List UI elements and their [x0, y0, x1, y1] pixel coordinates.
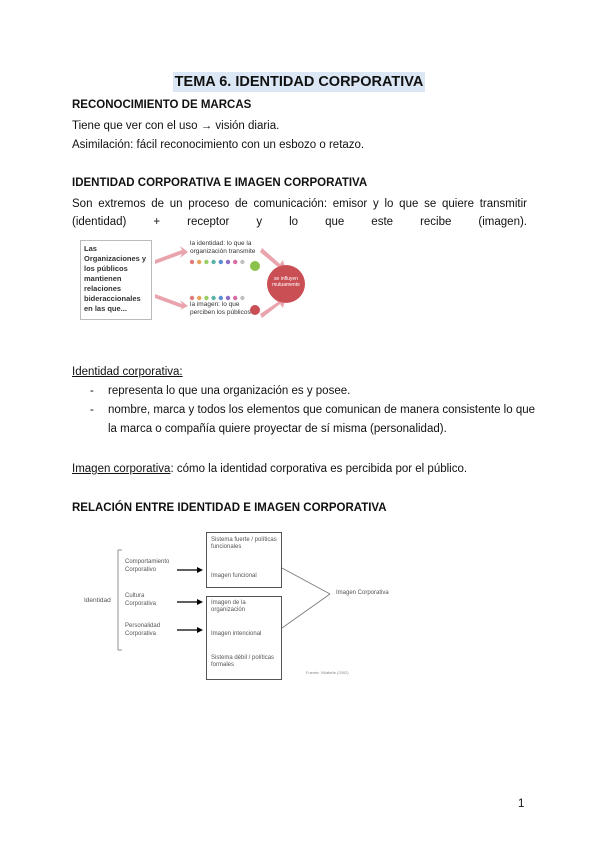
identidad-title: Identidad corporativa:: [72, 366, 183, 378]
arrow-top: [155, 246, 188, 264]
paragraph-line: Son extremos de un proceso de comunicación: emisor y lo que se quiere transmitir: [72, 198, 527, 210]
strong-system-text: Sistema fuerte / políticas funcionales: [211, 537, 277, 550]
imagen-text: : cómo la identidad corporativa es percibida por el público.: [170, 463, 468, 475]
weak-system-text: Sistema débil / políticas formales: [211, 655, 275, 668]
relations-text: Las Organizaciones y los públicos mantienen relaciones bideraccionales en las que...: [84, 244, 147, 313]
bullet-dash: -: [90, 404, 94, 416]
color-dot: [233, 296, 237, 300]
item-comportamiento: Comportamiento Corporativo: [125, 559, 170, 573]
list-item-text: representa lo que una organización es y posee.: [108, 385, 351, 397]
text-line: Tiene que ver con el uso → visión diaria.: [72, 120, 280, 132]
color-dot: [204, 296, 208, 300]
color-dot: [226, 296, 230, 300]
color-dot: [197, 296, 201, 300]
identity-label: la identidad: lo que la organización transmite: [190, 240, 256, 255]
item-cultura: Cultura Corporativa: [125, 593, 157, 607]
organization-image-text: Imagen de la organización: [211, 600, 246, 613]
identity-image-diagram: [80, 238, 330, 324]
page-title: TEMA 6. IDENTIDAD CORPORATIVA: [174, 74, 424, 90]
circle-label: se influyen mutuamente: [272, 276, 300, 288]
weak-system-box: [206, 596, 282, 680]
paragraph-line: (identidad) + receptor y lo que este recibe (imagen).: [72, 216, 527, 228]
section-heading-relacion: RELACIÓN ENTRE IDENTIDAD E IMAGEN CORPORATIVA: [72, 502, 387, 514]
color-dot: [219, 260, 223, 264]
intentional-image-text: Imagen intencional: [211, 631, 262, 637]
color-dot: [204, 260, 208, 264]
color-dot: [197, 260, 201, 264]
relation-diagram: [80, 528, 389, 680]
green-dot: [250, 261, 260, 271]
imagen-title: Imagen corporativa: [72, 463, 171, 475]
diagram-caption: Fuente: Villafañe (2002): [306, 670, 349, 675]
color-dot: [233, 260, 237, 264]
section-heading-reconocimiento: RECONOCIMIENTO DE MARCAS: [72, 99, 252, 111]
color-dot: [219, 296, 223, 300]
color-dot: [211, 260, 215, 264]
imagen-definition: [72, 461, 467, 477]
page-number: 1: [518, 798, 525, 810]
imagen-corporativa-label: Imagen Corporativa: [336, 590, 389, 596]
strong-system-box: [206, 532, 282, 588]
bullet-dash: -: [90, 385, 94, 397]
text-line: Asimilación: fácil reconocimiento con un esbozo o retazo.: [72, 139, 365, 151]
color-dots-bottom: [190, 296, 245, 300]
functional-image-text: Imagen funcional: [211, 573, 257, 579]
list-item-text: nombre, marca y todos los elementos que comunican de manera consistente lo que: [108, 404, 536, 416]
color-dot: [240, 296, 244, 300]
color-dot: [211, 296, 215, 300]
identidad-label: Identidad: [84, 597, 111, 604]
list-item-continuation: la marca o compañía quiere proyectar de sí misma (personalidad).: [108, 423, 447, 435]
color-dot: [190, 296, 194, 300]
arrow-bottom: [155, 294, 188, 310]
item-personalidad: Personalidad Corporativa: [125, 623, 161, 637]
color-dot: [190, 260, 194, 264]
image-label: la imagen: lo que perciben los públicos: [190, 301, 251, 316]
section-heading-identidad-imagen: IDENTIDAD CORPORATIVA E IMAGEN CORPORATIVA: [72, 177, 368, 189]
color-dot: [240, 260, 244, 264]
color-dots-top: [190, 260, 245, 264]
color-dot: [226, 260, 230, 264]
